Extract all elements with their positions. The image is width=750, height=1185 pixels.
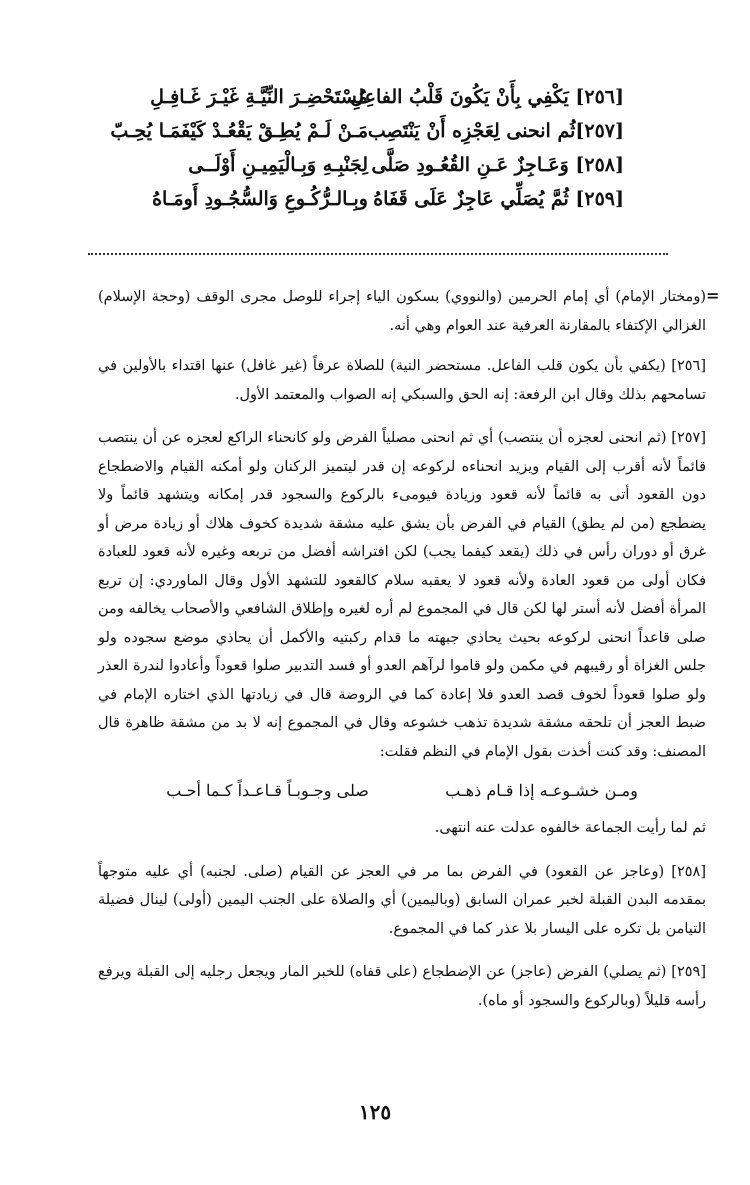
verse-block (110, 80, 624, 216)
commentary-258: [٢٥٨] (وعاجز عن القعود) في الفرض بما مر في العجز عن القيام (صلى. لجنبه) أي عليه متوجهاً بمقدمه البدن القبلة لخبر عمران السابق (وباليمين) أي والصلاة على الجنب اليمين (أولى) لينال فضيلة التيامن بل تكره على اليسار بلا عذر كما في المجموع. (98, 863, 706, 937)
dotted-divider (88, 253, 668, 255)
page-number: ١٢٥ (358, 1100, 392, 1124)
verse-second-hemistich: وبِـالـرُّكُـوعِ وَالسُّجُـودِ أَومَـاهُ (152, 188, 368, 210)
verse-row (128, 148, 624, 182)
quoted-poem-line (98, 772, 706, 810)
verse-first-hemistich: [٢٥٦] يَكْفِي بِأَنْ يَكُونَ قَلْبُ الفاعِلِ (350, 86, 624, 108)
commentary-259: [٢٥٩] (ثم يصلي) الفرض (عاجز) عن الإضطجاع (على قفاه) للخبر المار ويجعل رجليه إلى القبلة ويرفع رأسه قليلاً (وبالركوع والسجود أو ماه). (98, 964, 706, 1009)
commentary (98, 283, 706, 1030)
verse-first-hemistich: [٢٥٨] وَعَـاجِزٌ عَـنِ القُعُـودِ صَلَّى (371, 154, 624, 176)
continuation-mark: = (706, 286, 720, 305)
commentary-256: [٢٥٦] (يكفي بأن يكون قلب الفاعل. مستحضر النية) للصلاة عرفاً (غير غافل) عنها اقتداء بالأولين في تسامحهم بذلك وقال ابن الرفعة: إنه الحق والسبكي إنه الصواب والمعتمد الأول. (98, 358, 706, 403)
poem-second-hemistich: صلى وجـوبـاً قـاعـداً كـما أحـب (166, 781, 369, 800)
verse-second-hemistich: مَـنْ لَـمْ يُطِـقْ يَقْعُـدْ كَيْفَمَـا يُحِـبّ (110, 120, 368, 142)
poem-first-hemistich: ومـن خشـوعـه إذا قـام ذهـب (445, 781, 638, 800)
commentary-257: [٢٥٧] (ثم انحنى لعجزه أن ينتصب) أي ثم انحنى مصلياً الفرض ولو كانحناء الراكع لعجزه عن أن ينتصب قائماً لأنه أقرب إلى القيام ويزيد انحناءه لركوعه إن قدر ليتميز الركنان ولو أمكنه القيام والاضطجاع دون القعود أتى به قائماً لأنه قعود وزيادة فيومىء بالركوع والسجود قدر إمكانه ويتشهد قائماً ولا يضطجع (من لم يطق) القيام في الفرض بأن يشق عليه مشقة شديدة كخوف هلاك أو زيادة مرض أو غرق أو دوران رأس في ذلك (يقعد كيفما يجب) لكن افتراشه أفضل من تربعه وغيره لأنه قعود للعبادة فكان أولى من قعود العادة ولأنه قعود لا يعقبه سلام كالقعود للتشهد الأول وقال الماوردي: إن تربع المرأة أفضل لأنه أستر لها لكن قال في المجموع لم أره لغيره وإطلاق الشافعي والأصحاب يخالفه ومن صلى قاعداً انحنى لركوعه بحيث يحاذي جبهته ما قدام ركبتيه والأكمل أن يحاذي موضع سجوده ولو جلس الغزاة أو رقيبهم في مكمن ولو قاموا لرآهم العدو أو فسد التدبير صلوا قعوداً وأعادوا لندرة العذر ولو صلوا قعوداً لخوف قصد العدو فلا إعادة كما في الروضة قال في زيادتها الذي اختاره الإمام في ضبط العجز أن تلحقه مشقة شديدة تذهب خشوعه وقال في المجموع إنه لا بد من مشقة ظاهرة قال المصنف: وقد كنت أخذت بقول الإمام في النظم فقلت: (98, 430, 706, 760)
verse-first-hemistich: [٢٥٩] ثُمَّ يُصَلِّي عَاجِزٌ عَلَى قَفَاهُ (373, 188, 624, 210)
verse-row (128, 182, 624, 216)
commentary-after-poem: ثم لما رأيت الجماعة خالفوه عدلت عنه انتهى. (434, 820, 706, 836)
verse-row (128, 80, 624, 114)
verse-second-hemistich: مُسْتَحْضِـرَ النِّيَّـةِ غَيْـرَ غَـافِـلِ (150, 86, 368, 108)
verse-second-hemistich: لِجَنْبِـهِ وَبِـالْيَمِيـنِ أَوْلَــى (188, 154, 368, 176)
verse-row (110, 114, 624, 148)
commentary-intro: (ومختار الإمام) أي إمام الحرمين (والنووي) بسكون الياء إجراء للوصل مجرى الوقف (وحجة الإسلام) الغزالي الإكتفاء بالمقارنة العرفية عند العوام وهي أنه. (98, 289, 706, 334)
verse-first-hemistich: [٢٥٧]ثُم انحنى لِعَجْزِه أَنْ يَنْتَصِب (367, 120, 624, 142)
